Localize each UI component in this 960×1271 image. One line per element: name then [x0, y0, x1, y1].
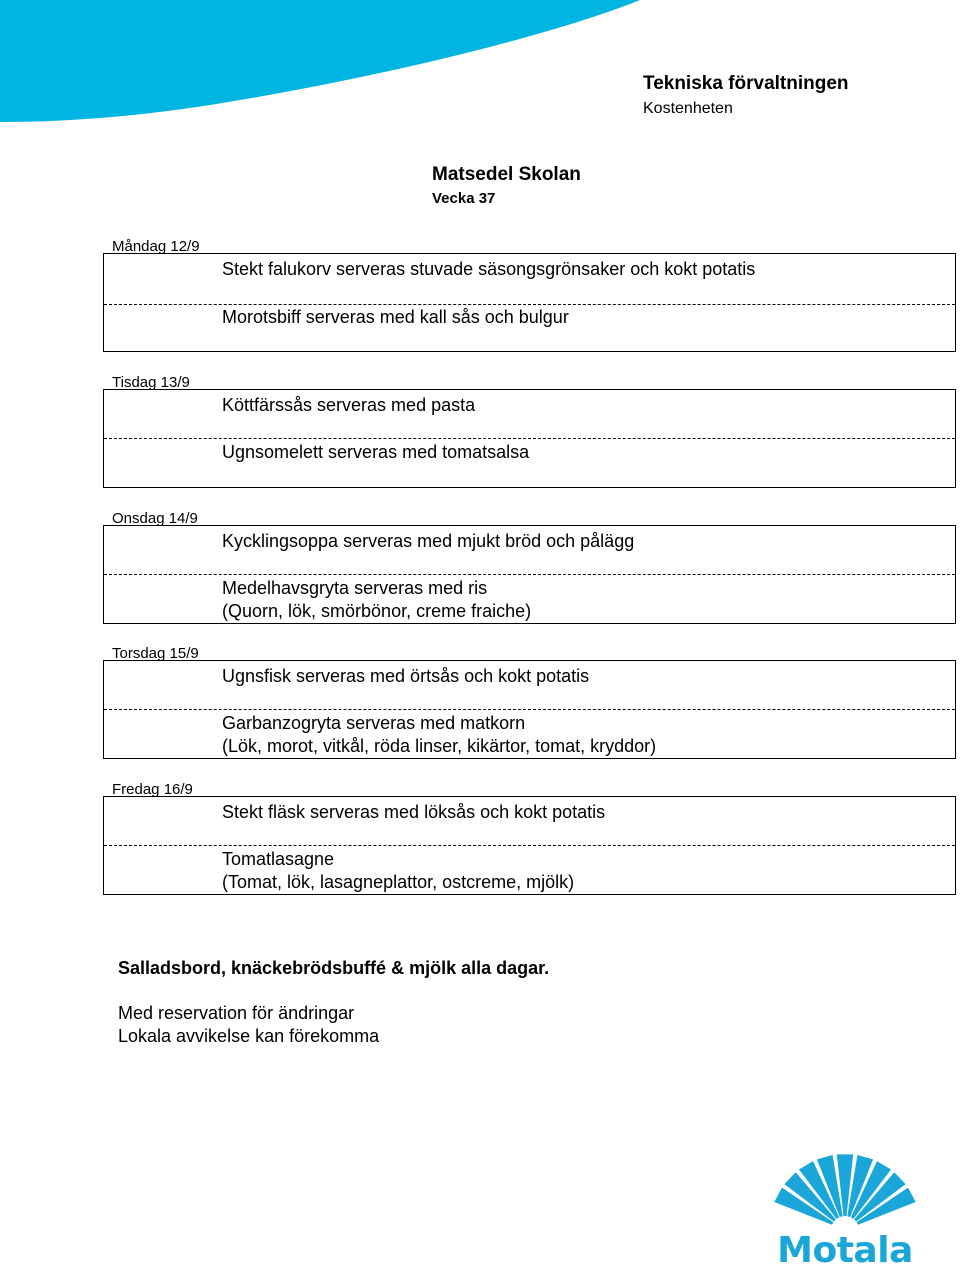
menu-week: Vecka 37	[432, 190, 496, 207]
meal-name: Stekt falukorv serveras stuvade säsongsgrönsaker och kokt potatis	[222, 259, 756, 279]
day-label: Torsdag 15/9	[112, 645, 199, 662]
meal-divider	[104, 845, 955, 846]
day-label: Fredag 16/9	[112, 781, 193, 798]
menu-title: Matsedel Skolan	[432, 164, 581, 185]
meal-divider	[104, 574, 955, 575]
organization-name: Tekniska förvaltningen	[643, 73, 849, 94]
day-menu-box	[103, 525, 956, 624]
meal-ingredients: (Lök, morot, vitkål, röda linser, kikärtor, tomat, kryddor)	[222, 736, 657, 756]
meal-item	[222, 665, 947, 688]
organization-block	[643, 72, 849, 120]
sun-rays-icon	[762, 1152, 928, 1232]
day-menu-box	[103, 253, 956, 352]
day-menu-box	[103, 796, 956, 895]
meal-name: Stekt fläsk serveras med löksås och kokt potatis	[222, 802, 606, 822]
meal-item	[222, 848, 947, 894]
meal-name: Morotsbiff serveras med kall sås och bulgur	[222, 307, 569, 327]
meal-ingredients: (Quorn, lök, smörbönor, creme fraiche)	[222, 601, 532, 621]
menu-title-block	[432, 163, 581, 209]
day-label: Tisdag 13/9	[112, 374, 190, 391]
meal-name: Ugnsomelett serveras med tomatsalsa	[222, 442, 530, 462]
day-menu-box	[103, 660, 956, 759]
disclaimer-line: Lokala avvikelse kan förekomma	[118, 1026, 380, 1046]
meal-divider	[104, 304, 955, 305]
daily-offer-text: Salladsbord, knäckebrödsbuffé & mjölk alla dagar.	[118, 958, 550, 978]
meal-name: Tomatlasagne	[222, 849, 335, 869]
motala-logo	[762, 1152, 928, 1271]
meal-divider	[104, 709, 955, 710]
meal-item	[222, 441, 947, 464]
meal-item	[222, 394, 947, 417]
meal-item	[222, 577, 947, 623]
meal-name: Garbanzogryta serveras med matkorn	[222, 713, 526, 733]
meal-divider	[104, 438, 955, 439]
meal-name: Köttfärssås serveras med pasta	[222, 395, 476, 415]
meal-item	[222, 801, 947, 824]
disclaimer-block	[118, 1002, 379, 1048]
disclaimer-line: Med reservation för ändringar	[118, 1003, 355, 1023]
meal-item	[222, 258, 947, 281]
meal-name: Medelhavsgryta serveras med ris	[222, 578, 488, 598]
logo-wordmark: Motala	[777, 1230, 913, 1271]
meal-ingredients: (Tomat, lök, lasagneplattor, ostcreme, mjölk)	[222, 872, 575, 892]
day-menu-box	[103, 389, 956, 488]
day-label: Måndag 12/9	[112, 238, 200, 255]
day-label: Onsdag 14/9	[112, 510, 198, 527]
meal-item	[222, 306, 947, 329]
meal-name: Kycklingsoppa serveras med mjukt bröd och pålägg	[222, 531, 635, 551]
meal-item	[222, 530, 947, 553]
organization-unit: Kostenheten	[643, 100, 733, 117]
meal-name: Ugnsfisk serveras med örtsås och kokt potatis	[222, 666, 590, 686]
meal-item	[222, 712, 947, 758]
